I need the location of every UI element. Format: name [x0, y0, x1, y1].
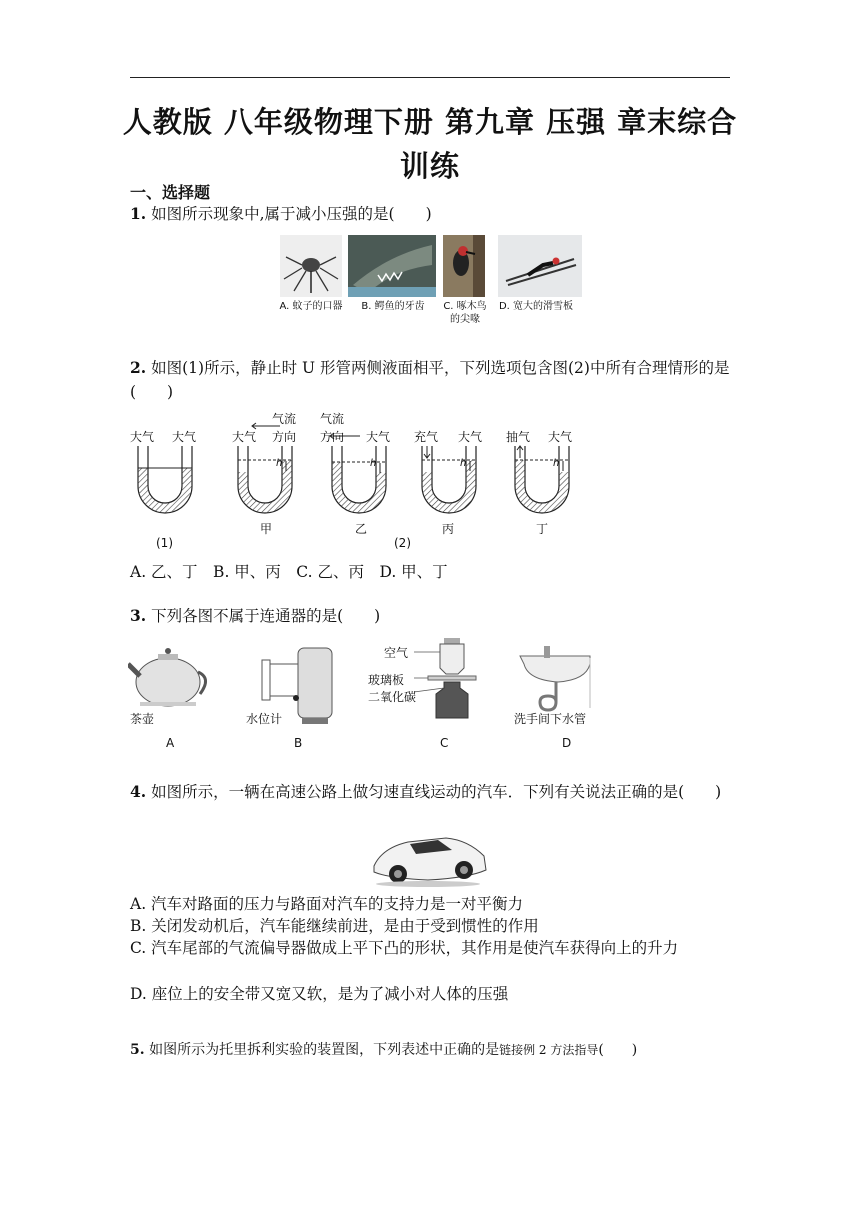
section-heading: 一、选择题: [130, 183, 211, 202]
bottles-drawing: [414, 638, 476, 718]
caption-c: C. 啄木鸟的尖喙: [443, 301, 487, 325]
question-number: 1.: [130, 204, 147, 223]
label-atm: 大气: [366, 430, 391, 444]
question-stem: 如图所示，一辆在高速公路上做匀速直线运动的汽车．下列有关说法正确的是( ): [151, 783, 722, 801]
page-title: 人教版 八年级物理下册 第九章 压强 章末综合训练: [122, 105, 738, 183]
question-number: 4.: [130, 782, 147, 801]
question-number: 2.: [130, 358, 147, 377]
label-bing: 丙: [442, 522, 455, 536]
question-number: 3.: [130, 606, 147, 625]
label-dir: 方向: [272, 430, 297, 444]
label-atm: 大气: [130, 430, 155, 444]
label-jia: 甲: [260, 522, 273, 536]
label-h: h: [553, 458, 560, 469]
teapot-drawing: [128, 648, 206, 706]
answer-blank: ( ): [598, 1042, 638, 1058]
caption-a: A. 蚊子的口器: [279, 301, 343, 312]
question-stem: 如图(1)所示，静止时 U 形管两侧液面相平，下列选项包含图(2)中所有合理情形的是( ): [130, 359, 730, 401]
u-tube-bing: [422, 446, 476, 513]
label-co2: 二氧化碳: [368, 690, 417, 704]
woodpecker-image: [443, 235, 485, 297]
question-stem: 如图所示现象中,属于减小压强的是( ): [151, 205, 432, 223]
sports-car-image: [368, 822, 490, 888]
question-number: 5.: [130, 1042, 145, 1058]
question-4: [130, 780, 735, 804]
mosquito-image: [280, 235, 342, 297]
label-c: C: [440, 736, 449, 750]
label-atm: 大气: [232, 430, 257, 444]
caption-b: B. 鳄鱼的牙齿: [361, 301, 425, 312]
q4-option-b: B. 关闭发动机后，汽车能继续前进，是由于受到惯性的作用: [130, 917, 539, 935]
label-gauge: 水位计: [246, 712, 283, 726]
label-h: h: [370, 458, 377, 469]
question-stem: 如图所示为托里拆利实验的装置图，下列表述中正确的是: [149, 1042, 500, 1058]
label-teapot: 茶壶: [130, 712, 155, 726]
u-tube-1: [138, 446, 192, 513]
label-air: 空气: [384, 646, 409, 660]
label-atm: 大气: [458, 430, 483, 444]
q4-option-a: A. 汽车对路面的压力与路面对汽车的支持力是一对平衡力: [130, 895, 524, 913]
sink-drawing: [520, 646, 590, 710]
label-b: B: [294, 736, 303, 750]
q4-option-d: D. 座位上的安全带又宽又软，是为了减小对人体的压强: [130, 985, 509, 1003]
q3-figure: [128, 638, 618, 756]
question-note: 链接例 2 方法指导: [499, 1043, 599, 1057]
question-stem: 下列各图不属于连通器的是( ): [151, 607, 381, 625]
question-3: [130, 604, 735, 628]
label-pump: 抽气: [506, 430, 531, 444]
q4-option-c: C. 汽车尾部的气流偏导器做成上平下凸的形状，其作用是使汽车获得向上的升力: [130, 939, 679, 957]
u-tube-ding: [515, 446, 569, 513]
question-2: [130, 356, 735, 404]
u-tube-yi: [330, 433, 386, 513]
label-fig1: (1): [156, 536, 173, 550]
question-5: [130, 1038, 735, 1062]
caption-d: D. 宽大的滑雪板: [498, 301, 574, 312]
label-fig2: (2): [394, 536, 411, 550]
label-glass: 玻璃板: [368, 673, 405, 687]
label-flow: 气流: [272, 412, 297, 426]
label-dir: 方向: [320, 430, 345, 444]
label-pipe: 洗手间下水管: [514, 712, 587, 726]
label-atm: 大气: [548, 430, 573, 444]
top-rule: [130, 77, 730, 78]
q2-figure: [130, 406, 590, 556]
label-ding: 丁: [536, 522, 549, 536]
q1-figure: [280, 235, 582, 335]
label-h: h: [276, 458, 283, 469]
crocodile-image: [348, 235, 436, 297]
label-yi: 乙: [355, 522, 368, 536]
label-flow: 气流: [320, 412, 345, 426]
q2-options: A. 乙、丁 B. 甲、丙 C. 乙、丙 D. 甲、丁: [130, 563, 448, 581]
label-h: h: [460, 458, 467, 469]
label-a: A: [166, 736, 175, 750]
ski-jumper-image: [498, 235, 582, 297]
label-d: D: [562, 736, 572, 750]
label-atm: 大气: [172, 430, 197, 444]
question-1: [130, 202, 735, 226]
label-fill: 充气: [414, 430, 439, 444]
